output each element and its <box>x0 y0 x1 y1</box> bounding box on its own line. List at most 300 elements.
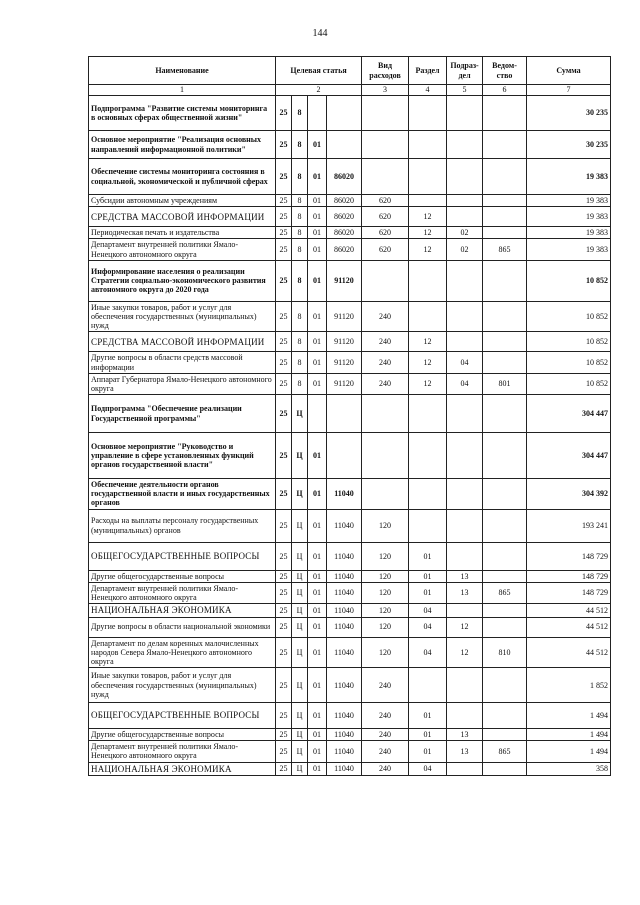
table-row <box>89 131 611 159</box>
subsection-code: 13 <box>447 570 483 582</box>
target-code-program: 25 <box>276 433 292 479</box>
target-code-subprogram: 8 <box>292 352 308 373</box>
expense-type: 240 <box>362 729 409 741</box>
row-name: Основное мероприятие "Реализация основных направлений информационной политики" <box>89 131 276 159</box>
target-code-program: 25 <box>276 395 292 433</box>
section-code: 12 <box>409 373 447 394</box>
subsection-code: 12 <box>447 617 483 637</box>
subsection-code <box>447 604 483 617</box>
target-code-event: 01 <box>308 703 327 729</box>
section-code: 01 <box>409 542 447 570</box>
target-code-event: 01 <box>308 637 327 668</box>
table-row <box>89 509 611 542</box>
target-code-direction: 86020 <box>327 227 362 239</box>
department-code <box>483 703 527 729</box>
target-code-program: 25 <box>276 762 292 775</box>
table-row <box>89 582 611 603</box>
row-name: Иные закупки товаров, работ и услуг для обеспечения государственных (муниципальных) нужд <box>89 668 276 703</box>
target-code-program: 25 <box>276 260 292 301</box>
target-code-subprogram: 8 <box>292 260 308 301</box>
section-code: 04 <box>409 637 447 668</box>
target-code-subprogram: Ц <box>292 570 308 582</box>
target-code-program: 25 <box>276 729 292 741</box>
department-code <box>483 260 527 301</box>
department-code <box>483 479 527 510</box>
target-code-event: 01 <box>308 207 327 227</box>
target-code-subprogram: 8 <box>292 131 308 159</box>
section-code <box>409 260 447 301</box>
table-row <box>89 617 611 637</box>
target-code-direction: 91120 <box>327 373 362 394</box>
subsection-code <box>447 332 483 352</box>
subsection-code: 04 <box>447 352 483 373</box>
header-row <box>89 57 611 85</box>
target-code-event: 01 <box>308 479 327 510</box>
subsection-code <box>447 509 483 542</box>
target-code-event: 01 <box>308 373 327 394</box>
target-code-event: 01 <box>308 227 327 239</box>
amount: 1 494 <box>527 703 611 729</box>
target-code-program: 25 <box>276 570 292 582</box>
department-code <box>483 668 527 703</box>
target-code-direction: 11040 <box>327 762 362 775</box>
target-code-event: 01 <box>308 131 327 159</box>
amount: 148 729 <box>527 570 611 582</box>
target-code-program: 25 <box>276 582 292 603</box>
target-code-event: 01 <box>308 762 327 775</box>
amount: 10 852 <box>527 352 611 373</box>
row-name: Подпрограмма "Обеспечение реализации Государственной программы" <box>89 395 276 433</box>
column-number: 1 <box>89 85 276 96</box>
target-code-subprogram: 8 <box>292 239 308 260</box>
section-code <box>409 159 447 195</box>
section-code: 12 <box>409 207 447 227</box>
row-name: Периодическая печать и издательства <box>89 227 276 239</box>
expense-type: 120 <box>362 570 409 582</box>
section-code: 01 <box>409 582 447 603</box>
row-name: Основное мероприятие "Руководство и управление в сфере установленных функций органов государственной власти" <box>89 433 276 479</box>
section-code: 12 <box>409 352 447 373</box>
section-code: 12 <box>409 239 447 260</box>
subsection-code: 13 <box>447 729 483 741</box>
expense-type: 120 <box>362 617 409 637</box>
table-row <box>89 637 611 668</box>
target-code-direction: 11040 <box>327 729 362 741</box>
amount: 148 729 <box>527 582 611 603</box>
row-name: Подпрограмма "Развитие системы мониторинга в основных сферах общественной жизни" <box>89 96 276 131</box>
target-code-direction: 11040 <box>327 479 362 510</box>
budget-table <box>88 56 611 776</box>
row-name: Другие общегосударственные вопросы <box>89 570 276 582</box>
target-code-event: 01 <box>308 741 327 762</box>
expense-type: 620 <box>362 239 409 260</box>
row-name: Другие общегосударственные вопросы <box>89 729 276 741</box>
expense-type: 240 <box>362 352 409 373</box>
row-name: Расходы на выплаты персоналу государственных (муниципальных) органов <box>89 509 276 542</box>
section-code: 01 <box>409 729 447 741</box>
department-code <box>483 207 527 227</box>
expense-type: 240 <box>362 373 409 394</box>
amount: 44 512 <box>527 637 611 668</box>
target-code-event: 01 <box>308 352 327 373</box>
table-row <box>89 195 611 207</box>
header-vid: Вид расходов <box>362 57 409 85</box>
department-code <box>483 570 527 582</box>
row-name: Другие вопросы в области средств массовой информации <box>89 352 276 373</box>
table-row <box>89 159 611 195</box>
department-code: 865 <box>483 239 527 260</box>
target-code-event: 01 <box>308 668 327 703</box>
target-code-direction: 91120 <box>327 301 362 332</box>
subsection-code <box>447 131 483 159</box>
column-number: 7 <box>527 85 611 96</box>
target-code-subprogram: Ц <box>292 433 308 479</box>
amount: 10 852 <box>527 260 611 301</box>
row-name: Субсидии автономным учреждениям <box>89 195 276 207</box>
expense-type: 240 <box>362 332 409 352</box>
target-code-event: 01 <box>308 729 327 741</box>
target-code-subprogram: Ц <box>292 741 308 762</box>
table-row <box>89 570 611 582</box>
section-code <box>409 131 447 159</box>
target-code-subprogram: Ц <box>292 479 308 510</box>
target-code-direction <box>327 96 362 131</box>
subsection-code <box>447 395 483 433</box>
table-row <box>89 729 611 741</box>
expense-type: 120 <box>362 509 409 542</box>
expense-type: 240 <box>362 762 409 775</box>
table-row <box>89 352 611 373</box>
subsection-code: 12 <box>447 637 483 668</box>
target-code-subprogram: Ц <box>292 395 308 433</box>
target-code-direction: 86020 <box>327 239 362 260</box>
department-code <box>483 617 527 637</box>
target-code-subprogram: 8 <box>292 96 308 131</box>
department-code <box>483 195 527 207</box>
section-code: 04 <box>409 617 447 637</box>
expense-type <box>362 260 409 301</box>
subsection-code <box>447 260 483 301</box>
table-row <box>89 332 611 352</box>
row-name: СРЕДСТВА МАССОВОЙ ИНФОРМАЦИИ <box>89 207 276 227</box>
subsection-code <box>447 762 483 775</box>
amount: 10 852 <box>527 332 611 352</box>
amount: 19 383 <box>527 239 611 260</box>
amount: 304 447 <box>527 395 611 433</box>
row-name: Департамент внутренней политики Ямало-Ненецкого автономного округа <box>89 582 276 603</box>
target-code-program: 25 <box>276 604 292 617</box>
amount: 19 383 <box>527 227 611 239</box>
department-code <box>483 301 527 332</box>
subsection-code: 02 <box>447 227 483 239</box>
row-name: ОБЩЕГОСУДАРСТВЕННЫЕ ВОПРОСЫ <box>89 703 276 729</box>
subsection-code: 02 <box>447 239 483 260</box>
target-code-direction: 11040 <box>327 741 362 762</box>
target-code-subprogram: Ц <box>292 617 308 637</box>
target-code-event: 01 <box>308 542 327 570</box>
column-number: 5 <box>447 85 483 96</box>
row-name: НАЦИОНАЛЬНАЯ ЭКОНОМИКА <box>89 762 276 775</box>
expense-type: 240 <box>362 668 409 703</box>
target-code-subprogram: Ц <box>292 542 308 570</box>
department-code <box>483 332 527 352</box>
target-code-subprogram: Ц <box>292 637 308 668</box>
subsection-code: 13 <box>447 582 483 603</box>
target-code-program: 25 <box>276 207 292 227</box>
section-code: 01 <box>409 570 447 582</box>
row-name: Обеспечение системы мониторинга состояния в социальной, экономической и публичной сферах <box>89 159 276 195</box>
amount: 193 241 <box>527 509 611 542</box>
amount: 148 729 <box>527 542 611 570</box>
department-code <box>483 542 527 570</box>
department-code <box>483 604 527 617</box>
target-code-direction <box>327 395 362 433</box>
target-code-direction: 11040 <box>327 604 362 617</box>
target-code-program: 25 <box>276 509 292 542</box>
subsection-code <box>447 542 483 570</box>
target-code-subprogram: Ц <box>292 582 308 603</box>
row-name: Обеспечение деятельности органов государственной власти и иных государственных органов <box>89 479 276 510</box>
target-code-subprogram: 8 <box>292 301 308 332</box>
subsection-code <box>447 479 483 510</box>
section-code: 12 <box>409 332 447 352</box>
department-code: 810 <box>483 637 527 668</box>
target-code-subprogram: Ц <box>292 729 308 741</box>
table-row <box>89 433 611 479</box>
target-code-program: 25 <box>276 239 292 260</box>
section-code <box>409 96 447 131</box>
target-code-program: 25 <box>276 159 292 195</box>
amount: 1 852 <box>527 668 611 703</box>
subsection-code <box>447 668 483 703</box>
target-code-event: 01 <box>308 433 327 479</box>
row-name: Департамент по делам коренных малочисленных народов Севера Ямало-Ненецкого автономного округа <box>89 637 276 668</box>
target-code-direction: 91120 <box>327 260 362 301</box>
table-row <box>89 239 611 260</box>
target-code-event: 01 <box>308 195 327 207</box>
expense-type: 620 <box>362 207 409 227</box>
section-code: 04 <box>409 762 447 775</box>
subsection-code: 04 <box>447 373 483 394</box>
target-code-direction: 11040 <box>327 570 362 582</box>
subsection-code <box>447 96 483 131</box>
expense-type <box>362 131 409 159</box>
table-row <box>89 479 611 510</box>
section-code <box>409 668 447 703</box>
table-row <box>89 668 611 703</box>
section-code <box>409 433 447 479</box>
table-row <box>89 395 611 433</box>
expense-type: 120 <box>362 542 409 570</box>
target-code-event: 01 <box>308 582 327 603</box>
target-code-subprogram: 8 <box>292 159 308 195</box>
target-code-subprogram: Ц <box>292 668 308 703</box>
header-vedomstvo: Ведом-ство <box>483 57 527 85</box>
header-name: Наименование <box>89 57 276 85</box>
target-code-program: 25 <box>276 542 292 570</box>
row-name: Иные закупки товаров, работ и услуг для обеспечения государственных (муниципальных) нужд <box>89 301 276 332</box>
subsection-code <box>447 433 483 479</box>
target-code-direction: 86020 <box>327 159 362 195</box>
section-code: 12 <box>409 227 447 239</box>
target-code-program: 25 <box>276 227 292 239</box>
row-name: НАЦИОНАЛЬНАЯ ЭКОНОМИКА <box>89 604 276 617</box>
target-code-program: 25 <box>276 96 292 131</box>
table-row <box>89 741 611 762</box>
department-code <box>483 509 527 542</box>
target-code-program: 25 <box>276 373 292 394</box>
target-code-direction: 86020 <box>327 207 362 227</box>
target-code-direction <box>327 433 362 479</box>
section-code: 01 <box>409 741 447 762</box>
section-code: 01 <box>409 703 447 729</box>
expense-type <box>362 433 409 479</box>
target-code-subprogram: 8 <box>292 227 308 239</box>
amount: 44 512 <box>527 604 611 617</box>
department-code <box>483 227 527 239</box>
department-code <box>483 131 527 159</box>
row-name: Департамент внутренней политики Ямало-Ненецкого автономного округа <box>89 239 276 260</box>
expense-type: 120 <box>362 637 409 668</box>
column-number: 3 <box>362 85 409 96</box>
section-code <box>409 301 447 332</box>
target-code-program: 25 <box>276 352 292 373</box>
target-code-event: 01 <box>308 301 327 332</box>
amount: 44 512 <box>527 617 611 637</box>
target-code-direction: 91120 <box>327 332 362 352</box>
expense-type <box>362 395 409 433</box>
row-name: Другие вопросы в области национальной экономики <box>89 617 276 637</box>
section-code <box>409 509 447 542</box>
target-code-direction: 11040 <box>327 703 362 729</box>
department-code: 801 <box>483 373 527 394</box>
target-code-event <box>308 96 327 131</box>
target-code-program: 25 <box>276 668 292 703</box>
amount: 1 494 <box>527 729 611 741</box>
target-code-event: 01 <box>308 159 327 195</box>
subsection-code <box>447 301 483 332</box>
expense-type: 240 <box>362 301 409 332</box>
department-code <box>483 96 527 131</box>
target-code-direction: 11040 <box>327 509 362 542</box>
table-row <box>89 762 611 775</box>
expense-type <box>362 479 409 510</box>
table-row <box>89 604 611 617</box>
target-code-program: 25 <box>276 703 292 729</box>
target-code-subprogram: 8 <box>292 207 308 227</box>
expense-type: 120 <box>362 604 409 617</box>
amount: 358 <box>527 762 611 775</box>
expense-type: 240 <box>362 741 409 762</box>
table-row <box>89 703 611 729</box>
department-code <box>483 762 527 775</box>
header-podrazdel: Подраз-дел <box>447 57 483 85</box>
row-name: Аппарат Губернатора Ямало-Ненецкого автономного округа <box>89 373 276 394</box>
amount: 304 447 <box>527 433 611 479</box>
section-code: 04 <box>409 604 447 617</box>
target-code-direction: 91120 <box>327 352 362 373</box>
target-code-program: 25 <box>276 637 292 668</box>
department-code <box>483 159 527 195</box>
target-code-subprogram: 8 <box>292 373 308 394</box>
amount: 1 494 <box>527 741 611 762</box>
target-code-program: 25 <box>276 301 292 332</box>
target-code-direction: 11040 <box>327 582 362 603</box>
target-code-subprogram: Ц <box>292 703 308 729</box>
subsection-code: 13 <box>447 741 483 762</box>
subsection-code <box>447 195 483 207</box>
target-code-direction: 11040 <box>327 617 362 637</box>
expense-type: 620 <box>362 227 409 239</box>
target-code-direction: 11040 <box>327 542 362 570</box>
header-summa: Сумма <box>527 57 611 85</box>
table-row <box>89 96 611 131</box>
target-code-event: 01 <box>308 604 327 617</box>
expense-type: 120 <box>362 582 409 603</box>
target-code-direction <box>327 131 362 159</box>
column-number-row <box>89 85 611 96</box>
section-code <box>409 195 447 207</box>
target-code-program: 25 <box>276 741 292 762</box>
target-code-direction: 86020 <box>327 195 362 207</box>
target-code-event: 01 <box>308 239 327 260</box>
page-number: 144 <box>312 28 328 39</box>
column-number: 6 <box>483 85 527 96</box>
subsection-code <box>447 207 483 227</box>
target-code-event: 01 <box>308 617 327 637</box>
target-code-program: 25 <box>276 195 292 207</box>
amount: 10 852 <box>527 301 611 332</box>
amount: 10 852 <box>527 373 611 394</box>
target-code-subprogram: 8 <box>292 195 308 207</box>
target-code-event: 01 <box>308 509 327 542</box>
row-name: Информирование населения о реализации Стратегии социально-экономического развития автономного округа до 2020 года <box>89 260 276 301</box>
table-row <box>89 260 611 301</box>
target-code-subprogram: Ц <box>292 509 308 542</box>
target-code-direction: 11040 <box>327 637 362 668</box>
column-number: 2 <box>276 85 362 96</box>
table-row <box>89 373 611 394</box>
target-code-event: 01 <box>308 260 327 301</box>
amount: 30 235 <box>527 96 611 131</box>
row-name: СРЕДСТВА МАССОВОЙ ИНФОРМАЦИИ <box>89 332 276 352</box>
section-code <box>409 395 447 433</box>
expense-type: 620 <box>362 195 409 207</box>
table-row <box>89 301 611 332</box>
target-code-program: 25 <box>276 479 292 510</box>
table-row <box>89 542 611 570</box>
target-code-program: 25 <box>276 332 292 352</box>
expense-type <box>362 96 409 131</box>
amount: 304 392 <box>527 479 611 510</box>
target-code-event: 01 <box>308 570 327 582</box>
table-row <box>89 227 611 239</box>
amount: 19 383 <box>527 207 611 227</box>
section-code <box>409 479 447 510</box>
department-code <box>483 352 527 373</box>
column-number: 4 <box>409 85 447 96</box>
target-code-direction: 11040 <box>327 668 362 703</box>
subsection-code <box>447 159 483 195</box>
target-code-program: 25 <box>276 131 292 159</box>
target-code-subprogram: Ц <box>292 762 308 775</box>
target-code-program: 25 <box>276 617 292 637</box>
amount: 19 383 <box>527 195 611 207</box>
department-code <box>483 729 527 741</box>
amount: 30 235 <box>527 131 611 159</box>
target-code-event: 01 <box>308 332 327 352</box>
target-code-subprogram: Ц <box>292 604 308 617</box>
